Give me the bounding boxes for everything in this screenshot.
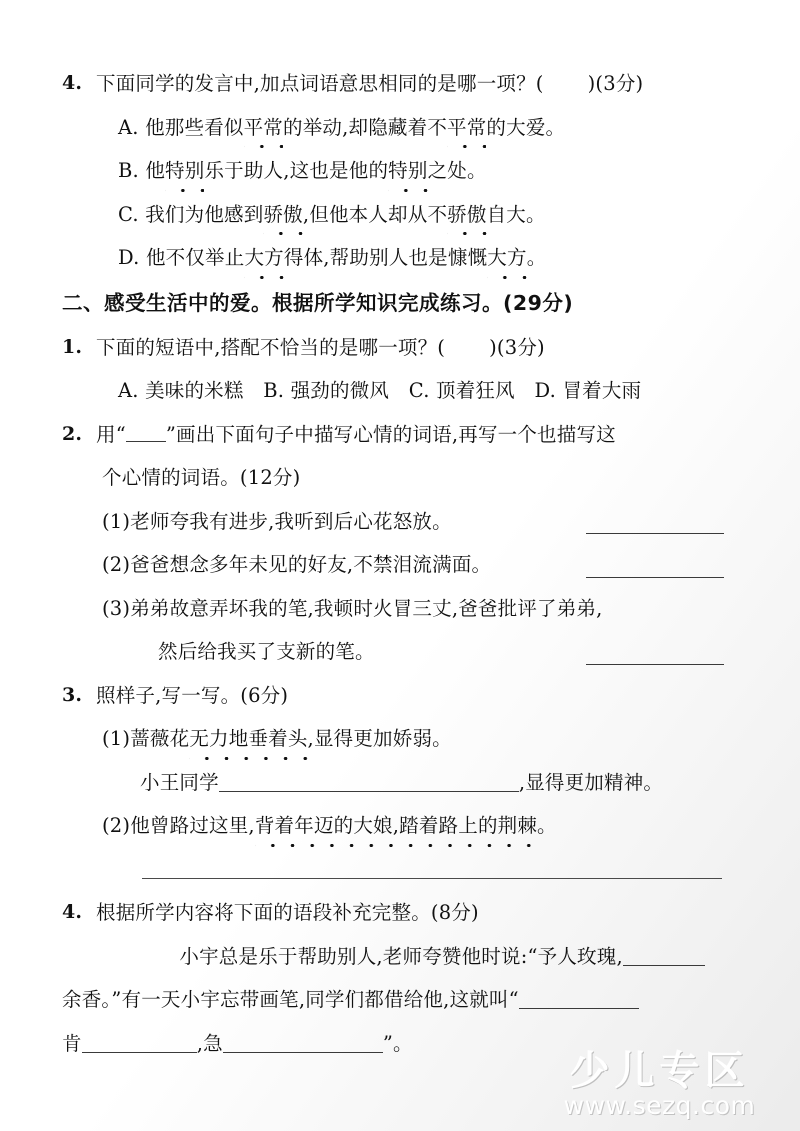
s2-q3-item-2-answer-line[interactable] — [142, 878, 722, 879]
s2-question-2-stem-line2 — [62, 456, 738, 500]
option-d-emphasis-2: 大方 — [487, 236, 526, 280]
s2-question-1-stem-text — [96, 326, 545, 370]
s2-q2-item-2-answer-line[interactable] — [586, 577, 724, 578]
option-c-part1: 我们为他感到 — [145, 202, 264, 226]
s2-q2-item-1-label: (1) — [102, 509, 131, 533]
s2-question-3-number: 3. — [62, 683, 83, 706]
option-b-emphasis-1: 特别 — [165, 149, 204, 193]
s2-q2-stem-line1-text — [96, 413, 616, 457]
option-a-emphasis-2: 平常 — [447, 106, 486, 150]
s2-q3-item-1-emphasis: 无力地垂着头 — [189, 717, 307, 761]
s2-q3-item-1-part2: ,显得更加娇弱。 — [307, 727, 452, 750]
option-c-content — [118, 193, 546, 237]
s2-q4-passage-l1-before: 小宇总是乐于帮助别人,老师夸赞他时说:“予人玫瑰, — [179, 944, 623, 968]
s2-q2-item-1-text — [102, 500, 452, 544]
option-b-part3: 之处。 — [427, 159, 487, 182]
s2-q3-item-1-answer-blank[interactable] — [219, 772, 519, 792]
watermark-brand: 少儿专区 — [569, 1048, 750, 1095]
s2-question-2-stem-line1 — [62, 413, 738, 457]
s2-question-2-number: 2. — [62, 422, 83, 445]
s2-question-4-number: 4. — [62, 901, 83, 923]
s2-q4-blank-3[interactable] — [82, 1033, 197, 1053]
option-d-part1: 他不仅举止 — [145, 246, 245, 269]
option-d-letter: D. — [118, 246, 140, 269]
option-d-emphasis-1: 大方 — [244, 236, 283, 280]
question-4-top-stem — [62, 62, 738, 106]
s2-q2-item-3-line1-text — [102, 587, 603, 631]
s2-question-1-number: 1. — [62, 335, 83, 358]
question-4-top-stem-before: 下面同学的发言中,加点词语意思相同的是哪一项？( — [96, 72, 544, 95]
question-4-top-option-a[interactable] — [62, 106, 738, 150]
s2-q3-item-2-label: (2) — [102, 814, 131, 837]
site-watermark — [537, 1050, 782, 1121]
s2-q3-item-2-text — [102, 804, 557, 848]
watermark-url: www.sezq.com — [563, 1091, 756, 1121]
s2-q3-item-2 — [62, 804, 738, 848]
s2-q4-blank-4[interactable] — [223, 1033, 383, 1053]
option-d-part2: 得体,帮助别人也是慷慨 — [283, 246, 488, 269]
s2-q2-item-3-line2 — [62, 630, 738, 674]
s2-q3-item-1 — [62, 717, 738, 761]
s2-q2-item-3-sentence-line1: 弟弟故意弄坏我的笔,我顿时火冒三丈,爸爸批评了弟弟, — [130, 596, 603, 620]
s2-q4-passage-line-2 — [62, 978, 738, 1022]
s2-q3-item-1-answer-row — [62, 761, 738, 805]
option-c-part2: ,但他本人却从不 — [302, 202, 448, 226]
option-c-emphasis-2: 骄傲 — [447, 193, 486, 237]
s2-q2-item-3-sentence-line2: 然后给我买了支新的笔。 — [158, 640, 375, 663]
s2-q3-item-2-emphasis: 背着年迈的大娘,踏着路上的荆棘 — [255, 804, 537, 848]
s2-q2-stem-l1-before: 用“ — [96, 422, 126, 446]
option-d-part3: 。 — [526, 246, 547, 269]
s2-q2-item-3-label: (3) — [102, 596, 131, 620]
s2-q4-passage-line-3-text — [62, 1022, 413, 1066]
s2-q3-item-1-label: (1) — [102, 727, 131, 750]
s2-q4-blank-1[interactable] — [623, 946, 705, 966]
s2-q4-passage-line-2-text — [62, 978, 639, 1022]
option-c-part3: 自大。 — [486, 202, 546, 226]
s2-q2-item-2-text — [102, 543, 491, 587]
s2-q1-stem-after: )(3分) — [489, 335, 545, 359]
s2-q4-passage-l3-c: ”。 — [382, 1031, 413, 1055]
s2-q2-stem-l1-after: ”画出下面句子中描写心情的词语,再写一个也描写这 — [165, 422, 616, 446]
s2-q3-item-2-answer-row — [62, 848, 738, 892]
s2-q2-item-2-label: (2) — [102, 553, 131, 576]
option-b-letter: B. — [118, 159, 139, 182]
option-a-content — [118, 106, 565, 150]
s2-q3-item-2-part2: 。 — [537, 814, 557, 837]
s2-q4-passage-l2-before: 余香。”有一天小宇忘带画笔,同学们都借给他,这就叫“ — [62, 988, 519, 1011]
option-a-letter: A. — [118, 115, 139, 139]
s2-q4-stem-text: 根据所学内容将下面的语段补充完整。(8分) — [96, 901, 479, 924]
question-4-top-stem-text — [96, 62, 643, 106]
s2-q4-passage-line-1-text — [140, 935, 705, 979]
s2-q2-item-2-sentence: 爸爸想念多年未见的好友,不禁泪流满面。 — [130, 553, 492, 576]
option-c-letter: C. — [118, 202, 139, 226]
s2-q1-choices-text: A. 美味的米糕 B. 强劲的微风 C. 顶着狂风 D. 冒着大雨 — [118, 379, 642, 402]
option-d-content — [118, 236, 546, 280]
s2-q2-item-1-sentence: 老师夸我有进步,我听到后心花怒放。 — [130, 509, 452, 533]
s2-q3-item-1-answer-text — [140, 761, 663, 805]
option-b-emphasis-2: 特别 — [388, 149, 427, 193]
option-a-emphasis-1: 平常 — [244, 106, 283, 150]
s2-q2-stem-line2-text: 个心情的词语。(12分) — [102, 466, 301, 489]
s2-q2-item-1 — [62, 500, 738, 544]
s2-q3-item-1-answer-prefix: 小王同学 — [140, 770, 219, 794]
s2-question-1-stem — [62, 326, 738, 370]
section-2-heading: 二、感受生活中的爱。根据所学知识完成练习。(29分) — [62, 290, 574, 315]
option-a-part3: 的大爱。 — [486, 115, 566, 139]
option-c-emphasis-1: 骄傲 — [263, 193, 302, 237]
s2-q4-passage-l3-b: ,急 — [196, 1031, 223, 1055]
s2-q4-passage-line-1 — [62, 935, 738, 979]
question-4-top-number: 4. — [62, 72, 83, 94]
option-a-part2: 的举动,却隐藏着不 — [283, 115, 448, 139]
worksheet-content — [62, 62, 738, 1065]
option-a-part1: 他那些看似 — [145, 115, 244, 139]
s2-q4-passage-l3-a: 肯 — [62, 1031, 82, 1055]
question-4-top-option-c[interactable] — [62, 193, 738, 237]
question-4-top-stem-after: )(3分) — [587, 72, 644, 95]
s2-q4-blank-2[interactable] — [519, 990, 639, 1010]
option-b-part2: 乐于助人,这也是他的 — [204, 159, 389, 182]
s2-question-1-choices[interactable] — [62, 369, 738, 413]
s2-q3-item-1-answer-suffix: ,显得更加精神。 — [518, 770, 664, 794]
s2-q2-underline-sample — [126, 423, 166, 443]
s2-q3-item-2-part1: 他曾路过这里, — [130, 814, 255, 837]
s2-q2-item-3-line1 — [62, 587, 738, 631]
s2-q2-item-2 — [62, 543, 738, 587]
s2-q3-item-1-part1: 蔷薇花 — [130, 727, 190, 750]
s2-q2-item-1-answer-line[interactable] — [586, 533, 724, 534]
s2-q3-item-1-text — [102, 717, 452, 761]
s2-q1-stem-before: 下面的短语中,搭配不恰当的是哪一项？( — [96, 335, 446, 359]
question-4-top-option-b[interactable] — [62, 149, 738, 193]
s2-q3-stem-text: 照样子,写一写。(6分) — [96, 683, 289, 707]
s2-q2-item-3-answer-line[interactable] — [586, 664, 724, 665]
question-4-top-option-d[interactable] — [62, 236, 738, 280]
s2-question-3-stem — [62, 674, 738, 718]
s2-question-4-stem — [62, 891, 738, 935]
option-b-content — [118, 149, 487, 193]
option-b-part1: 他 — [145, 159, 166, 182]
